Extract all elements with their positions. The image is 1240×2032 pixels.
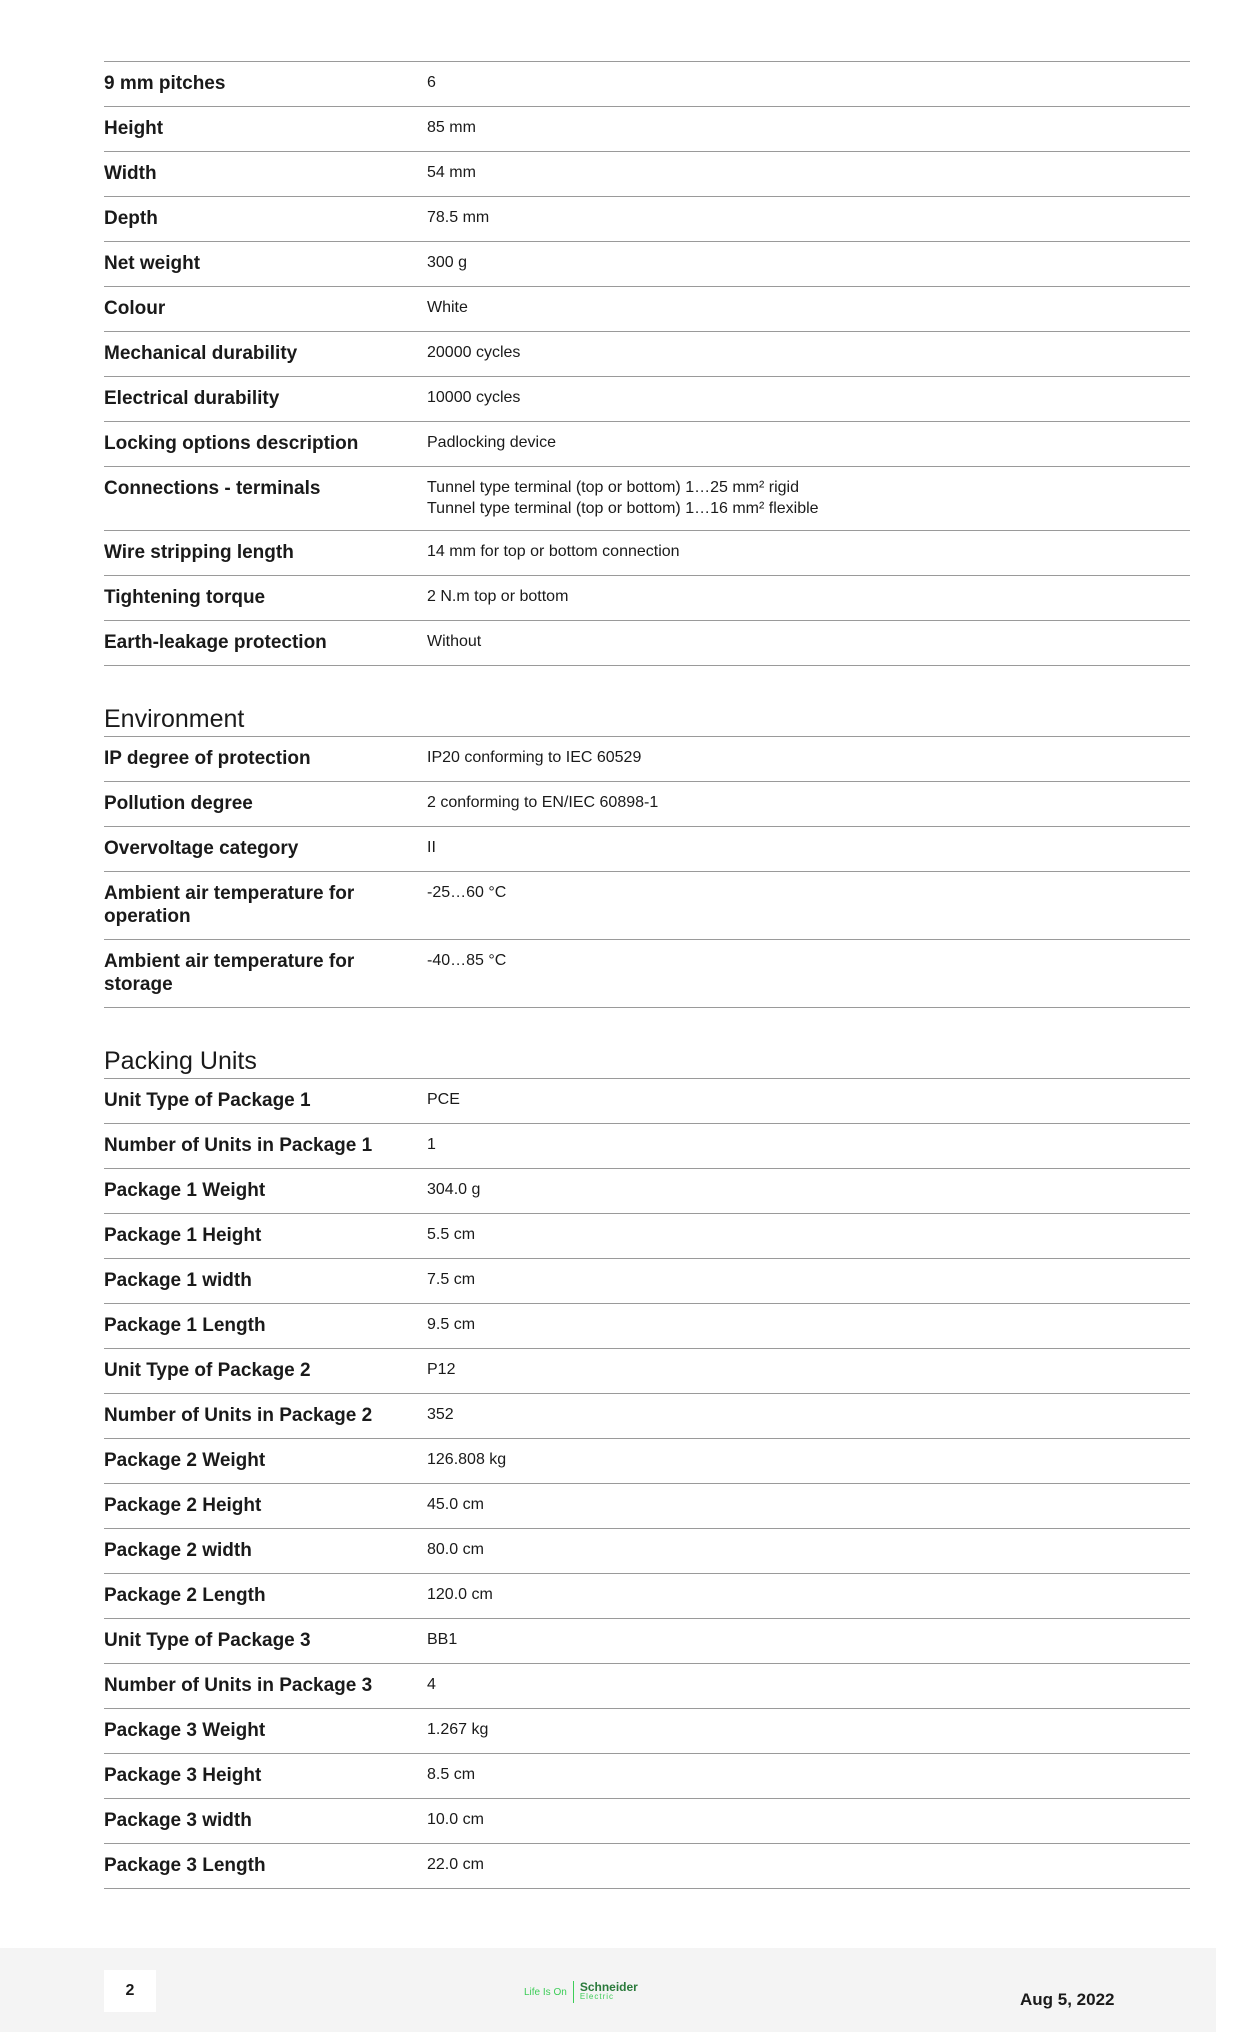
row-label: Depth bbox=[104, 208, 158, 229]
row-label: Package 1 Weight bbox=[104, 1180, 266, 1201]
row-label: Package 2 width bbox=[104, 1540, 252, 1561]
table-row bbox=[104, 107, 1190, 152]
row-label: IP degree of protection bbox=[104, 748, 311, 769]
row-value: 85 mm bbox=[427, 119, 476, 136]
row-value: 10000 cycles bbox=[427, 389, 521, 406]
row-label: Package 2 Length bbox=[104, 1585, 266, 1606]
table-row bbox=[104, 576, 1190, 621]
row-label: Net weight bbox=[104, 253, 201, 274]
row-label: Number of Units in Package 2 bbox=[104, 1405, 373, 1426]
logo-brand-name: Schneider bbox=[579, 1980, 638, 1994]
table-row bbox=[104, 621, 1190, 666]
table-row bbox=[104, 940, 1190, 1008]
table-row bbox=[104, 1259, 1190, 1304]
document-date: Aug 5, 2022 bbox=[1020, 1990, 1115, 2009]
schneider-logo bbox=[524, 1981, 638, 2003]
logo-divider bbox=[573, 1981, 574, 2003]
packing-units-title: Packing Units bbox=[104, 1047, 257, 1075]
row-value: 300 g bbox=[427, 254, 468, 271]
table-row bbox=[104, 467, 1190, 531]
table-row bbox=[104, 782, 1190, 827]
logo-brand bbox=[580, 1982, 638, 2002]
row-label: Package 3 Height bbox=[104, 1765, 262, 1786]
row-value: P12 bbox=[427, 1361, 456, 1378]
row-label: Earth-leakage protection bbox=[104, 632, 327, 653]
row-label: 9 mm pitches bbox=[104, 73, 226, 94]
row-label: Locking options description bbox=[104, 433, 359, 454]
page-number: 2 bbox=[104, 1970, 156, 2012]
row-label: Package 3 Length bbox=[104, 1855, 266, 1876]
row-label: Package 1 Height bbox=[104, 1225, 262, 1246]
table-row bbox=[104, 1799, 1190, 1844]
table-row bbox=[104, 1709, 1190, 1754]
row-label: Unit Type of Package 3 bbox=[104, 1630, 311, 1651]
table-row bbox=[104, 377, 1190, 422]
row-value: Without bbox=[427, 633, 482, 650]
row-label: Connections - terminals bbox=[104, 478, 321, 499]
row-value: 1.267 kg bbox=[427, 1721, 489, 1738]
row-label: Electrical durability bbox=[104, 388, 280, 409]
row-value: 80.0 cm bbox=[427, 1541, 484, 1558]
row-value: White bbox=[427, 299, 468, 316]
row-label: Overvoltage category bbox=[104, 838, 299, 859]
row-label: Package 1 Length bbox=[104, 1315, 266, 1336]
table-row bbox=[104, 422, 1190, 467]
row-label: Package 1 width bbox=[104, 1270, 252, 1291]
table-row bbox=[104, 1214, 1190, 1259]
environment-table bbox=[104, 736, 1190, 1008]
row-label: Wire stripping length bbox=[104, 542, 294, 563]
row-value: 8.5 cm bbox=[427, 1766, 476, 1783]
document-body bbox=[104, 61, 1190, 1889]
row-value: 9.5 cm bbox=[427, 1316, 476, 1333]
table-row bbox=[104, 872, 1190, 940]
table-row bbox=[104, 287, 1190, 332]
row-value: 2 conforming to EN/IEC 60898-1 bbox=[427, 794, 659, 811]
table-row bbox=[104, 242, 1190, 287]
row-value: BB1 bbox=[427, 1631, 458, 1648]
table-row bbox=[104, 737, 1190, 782]
row-value: -40…85 °C bbox=[427, 952, 507, 969]
row-value: 352 bbox=[427, 1406, 454, 1423]
table-row bbox=[104, 1529, 1190, 1574]
row-label: Width bbox=[104, 163, 157, 184]
row-value: IP20 conforming to IEC 60529 bbox=[427, 749, 642, 766]
row-label: Mechanical durability bbox=[104, 343, 298, 364]
logo-tagline: Life Is On bbox=[524, 1986, 567, 1998]
row-value: 20000 cycles bbox=[427, 344, 521, 361]
row-label: Package 3 width bbox=[104, 1810, 252, 1831]
table-row bbox=[104, 531, 1190, 576]
packing-units-table bbox=[104, 1078, 1190, 1889]
row-label: Pollution degree bbox=[104, 793, 253, 814]
row-label: Unit Type of Package 2 bbox=[104, 1360, 311, 1381]
row-value: 78.5 mm bbox=[427, 209, 490, 226]
row-label: Number of Units in Package 3 bbox=[104, 1675, 373, 1696]
row-value: 14 mm for top or bottom connection bbox=[427, 543, 680, 560]
row-label: Package 2 Height bbox=[104, 1495, 262, 1516]
logo-brand-sub: Electric bbox=[579, 1992, 615, 2001]
row-value: PCE bbox=[427, 1091, 460, 1108]
spec-table bbox=[104, 61, 1190, 666]
row-value: II bbox=[427, 839, 436, 856]
table-row bbox=[104, 1349, 1190, 1394]
row-value: 45.0 cm bbox=[427, 1496, 484, 1513]
table-row bbox=[104, 1124, 1190, 1169]
table-row bbox=[104, 1169, 1190, 1214]
row-value: 4 bbox=[427, 1676, 436, 1693]
row-value: -25…60 °C bbox=[427, 884, 507, 901]
row-value: 2 N.m top or bottom bbox=[427, 588, 569, 605]
row-value: 5.5 cm bbox=[427, 1226, 476, 1243]
table-row bbox=[104, 1619, 1190, 1664]
row-label: Colour bbox=[104, 298, 166, 319]
row-label: Number of Units in Package 1 bbox=[104, 1135, 373, 1156]
table-row bbox=[104, 1484, 1190, 1529]
table-row bbox=[104, 62, 1190, 107]
table-row bbox=[104, 332, 1190, 377]
row-value: 126.808 kg bbox=[427, 1451, 507, 1468]
table-row bbox=[104, 1304, 1190, 1349]
row-label: Ambient air temperature for storage bbox=[104, 951, 355, 995]
row-value: 6 bbox=[427, 74, 436, 91]
row-label: Tightening torque bbox=[104, 587, 266, 608]
table-row bbox=[104, 827, 1190, 872]
table-row bbox=[104, 1574, 1190, 1619]
row-label: Package 3 Weight bbox=[104, 1720, 266, 1741]
table-row bbox=[104, 1664, 1190, 1709]
row-label: Height bbox=[104, 118, 164, 139]
row-value: 22.0 cm bbox=[427, 1856, 484, 1873]
table-row bbox=[104, 1844, 1190, 1889]
environment-title: Environment bbox=[104, 705, 245, 733]
page-footer bbox=[0, 1948, 1216, 2032]
row-label: Unit Type of Package 1 bbox=[104, 1090, 311, 1111]
row-value: Tunnel type terminal (top or bottom) 1…25 mm² rigid Tunnel type terminal (top or bottom) 1…16 mm² flexible bbox=[427, 479, 819, 517]
row-value: 7.5 cm bbox=[427, 1271, 476, 1288]
row-label: Package 2 Weight bbox=[104, 1450, 266, 1471]
table-row bbox=[104, 1394, 1190, 1439]
row-label: Ambient air temperature for operation bbox=[104, 883, 355, 927]
row-value: Padlocking device bbox=[427, 434, 556, 451]
table-row bbox=[104, 152, 1190, 197]
row-value: 304.0 g bbox=[427, 1181, 481, 1198]
table-row bbox=[104, 1754, 1190, 1799]
row-value: 1 bbox=[427, 1136, 436, 1153]
table-row bbox=[104, 197, 1190, 242]
row-value: 10.0 cm bbox=[427, 1811, 484, 1828]
table-row bbox=[104, 1079, 1190, 1124]
row-value: 54 mm bbox=[427, 164, 476, 181]
table-row bbox=[104, 1439, 1190, 1484]
row-value: 120.0 cm bbox=[427, 1586, 493, 1603]
